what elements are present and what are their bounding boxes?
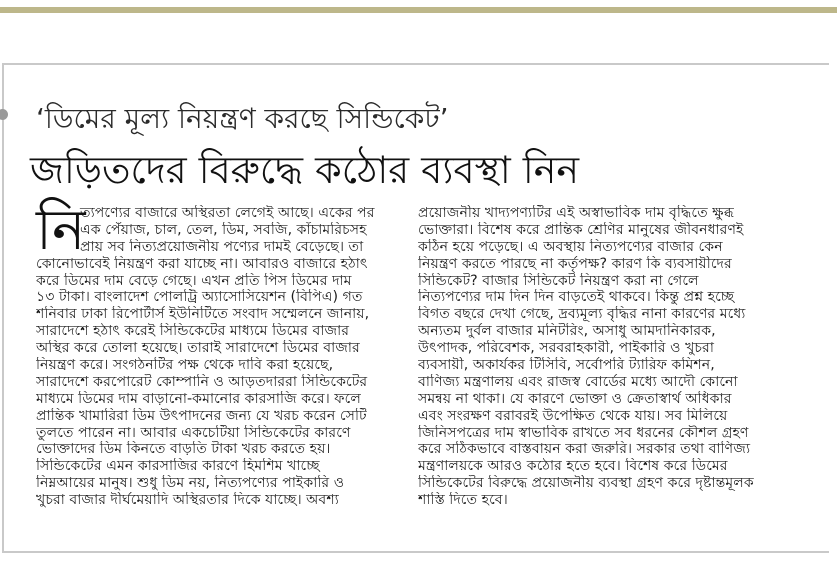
text-line: এক পেঁয়াজ, চাল, তেল, ডিম, সবজি, কাঁচামরিচসহ	[80, 221, 367, 238]
text-line: সারাদেশে হঠাৎ করেই সিন্ডিকেটের মাধ্যমে ডিমের বাজার	[36, 323, 350, 340]
text-line: ১৩ টাকা। বাংলাদেশ পোলট্রি অ্যাসোসিয়েশন (বিপিএ) গত	[36, 289, 363, 306]
text-line: নিত্যপণ্যের দাম দিন দিন বাড়তেই থাকবে। কিন্তু প্রশ্ন হচ্ছে	[418, 289, 735, 306]
text-line: কোনোভাবেই নিয়ন্ত্রণ করা যাচ্ছে না। আবারও বাজারে হঠাৎ	[36, 255, 368, 272]
article-kicker: ‘ডিমের মূল্য নিয়ন্ত্রণ করছে সিন্ডিকেট’	[36, 102, 449, 135]
text-line: মন্ত্রণালয়কে আরও কঠোর হতে হবে। বিশেষ করে ডিমের	[418, 458, 728, 475]
text-line: খুচরা বাজার দীর্ঘমেয়াদি অস্থিরতার দিকে যাচ্ছে। অবশ্য	[36, 492, 339, 509]
text-line: প্রায় সব নিত্যপ্রয়োজনীয় পণ্যের দামই বেড়েছে। তা	[80, 238, 364, 255]
article-column-left	[36, 198, 412, 509]
article-headline: জড়িতদের বিরুদ্ধে কঠোর ব্যবস্থা নিন	[30, 148, 580, 192]
text-line: নিয়ন্ত্রণ করে। সংগঠনটির পক্ষ থেকে দাবি করা হয়েছে,	[36, 357, 334, 374]
text-line: সিন্ডিকেট? বাজার সিন্ডিকেট নিয়ন্ত্রণ করা না গেলে	[418, 272, 699, 289]
text-line: বাণিজ্য মন্ত্রণালয় এবং রাজস্ব বোর্ডের মধ্যে আদৌ কোনো	[418, 373, 738, 390]
text-line: প্রয়োজনীয় খাদ্যপণ্যটির এই অস্বাভাবিক দাম বৃদ্ধিতে ক্ষুব্ধ	[418, 205, 734, 221]
text-line: শনিবার ঢাকা রিপোর্টার্স ইউনিটিতে সংবাদ সম্মেলনে জানায়,	[36, 306, 370, 323]
text-line: তুলতে পারেন না। আবার একচেটিয়া সিন্ডিকেটের কারণে	[36, 424, 351, 441]
text-line: অস্থির করে তোলা হয়েছে। তারাই সারাদেশে ডিমের বাজার	[36, 340, 360, 357]
text-line: সমন্বয় না থাকা। যে কারণে ভোক্তা ও ক্রেতাস্বার্থ অধিকার	[418, 390, 732, 407]
bullet-dot	[0, 109, 8, 120]
text-line: নিম্নআয়ের মানুষ। শুধু ডিম নয়, নিত্যপণ্যের পাইকারি ও	[36, 475, 345, 492]
text-line: মাধ্যমে ডিমের দাম বাড়ানো-কমানোর কারসাজি করে। ফলে	[36, 390, 361, 407]
text-line: অন্যতম দুর্বল বাজার মনিটরিং, অসাধু আমদানিকারক,	[418, 323, 716, 340]
text-line: সিন্ডিকেটের এমন কারসাজির কারণে হিমশিম খাচ্ছে	[36, 458, 320, 475]
drop-cap: নি	[36, 198, 86, 263]
article-column-right	[418, 205, 790, 509]
text-line: বিগত বছরে দেখা গেছে, দ্রব্যমূল্য বৃদ্ধির নানা কারণের মধ্যে	[418, 306, 746, 323]
text-line: ভোক্তারা। বিশেষ করে প্রান্তিক শ্রেণির মানুষের জীবনধারণই	[418, 221, 744, 238]
text-line: করে ডিমের দাম বেড়ে গেছে। এখন প্রতি পিস ডিমের দাম	[36, 272, 352, 289]
text-line: জিনিসপত্রের দাম স্বাভাবিক রাখতে সব ধরনের কৌশল গ্রহণ	[418, 424, 749, 441]
top-rule	[0, 7, 837, 13]
text-line: উৎপাদক, পরিবেশক, সরবরাহকারী, পাইকারি ও খুচরা	[418, 340, 714, 357]
text-line: শাস্তি দিতে হবে।	[418, 492, 508, 509]
text-line: প্রান্তিক খামারিরা ডিম উৎপাদনের জন্য যে খরচ করেন সেটি	[36, 407, 367, 424]
text-line: নিয়ন্ত্রণ করতে পারছে না কর্তৃপক্ষ? কারণ কি ব্যবসায়ীদের	[418, 255, 732, 272]
text-line: সিন্ডিকেটের বিরুদ্ধে প্রয়োজনীয় ব্যবস্থা গ্রহণ করে দৃষ্টান্তমূলক	[418, 475, 754, 492]
text-line: ত্যপণ্যের বাজারে অস্থিরতা লেগেই আছে। একের পর	[80, 205, 375, 221]
text-line: করে সঠিকভাবে বাস্তবায়ন করা জরুরি। সরকার তথা বাণিজ্য	[418, 441, 751, 458]
text-line: কঠিন হয়ে পড়েছে। এ অবস্থায় নিত্যপণ্যের বাজার কেন	[418, 238, 723, 255]
text-line: ভোক্তাদের ডিম কিনতে বাড়তি টাকা খরচ করতে হয়।	[36, 441, 331, 458]
text-line: এবং সংরক্ষণ বরাবরই উপেক্ষিত থেকে যায়। সব মিলিয়ে	[418, 407, 728, 424]
text-line: সারাদেশে করপোরেট কোম্পানি ও আড়তদাররা সিন্ডিকেটের	[36, 373, 368, 390]
text-line: ব্যবসায়ী, অকার্যকর টিসিবি, সর্বোপরি ট্যারিফ কমিশন,	[418, 357, 715, 374]
